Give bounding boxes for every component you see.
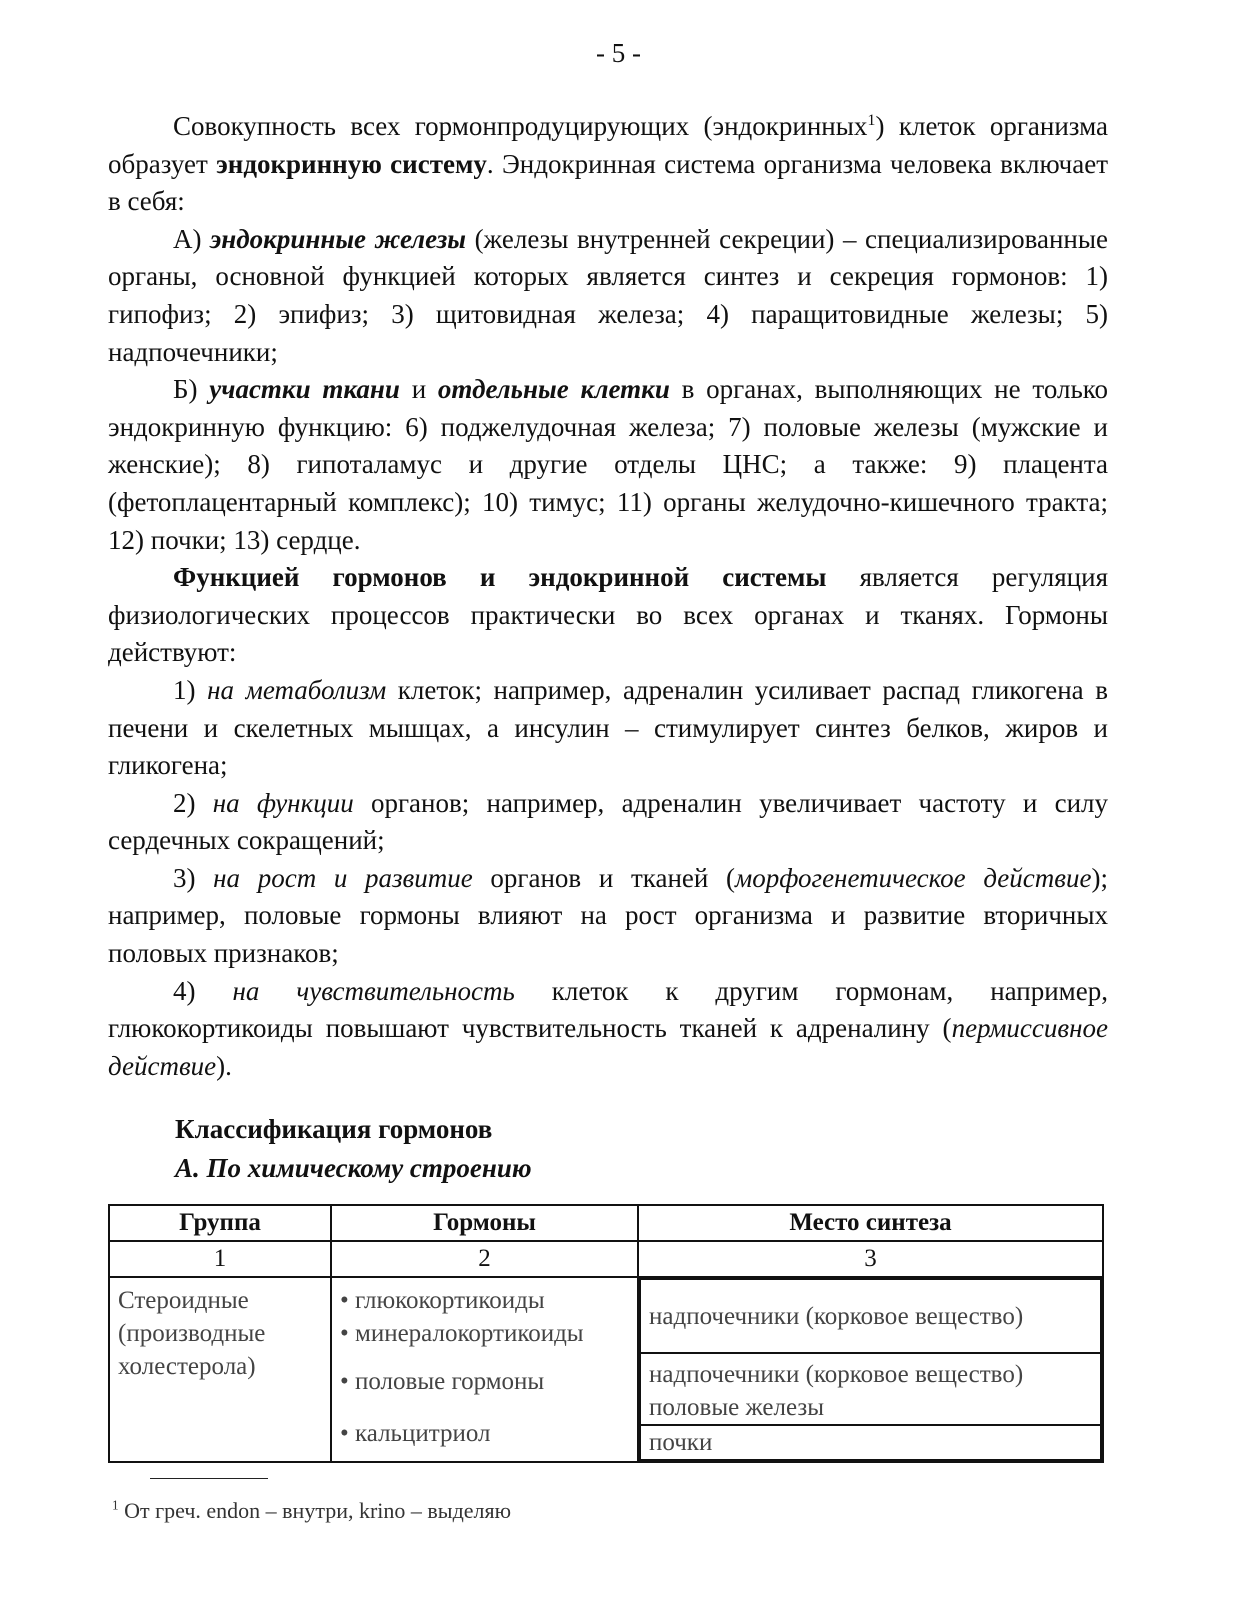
table-number-row: 1 2 3 [109,1241,1103,1277]
footnote-ref: 1 [867,111,876,129]
header-hormones: Гормоны [331,1205,638,1241]
list-item-growth: 3) на рост и развитие органов и тканей (морфогенетическое действие); например, половые гормоны влияют на рост организма и развитие вторичных половых признаков; [108,862,1108,969]
list-item-functions: 2) на функции органов; например, адреналин увеличивает частоту и силу сердечных сокращений; [108,787,1108,856]
list-item-sensitivity: 4) на чувствительность клеток к другим гормонам, например, глюкокортикоиды повышают чувствительность тканей к адреналину (пермиссивное действие). [108,975,1108,1081]
section-heading: Классификация гормонов [175,1114,493,1144]
cell-hormones: • глюкокортикоиды • минералокортикоиды • половые гормоны • кальцитриол [331,1277,638,1462]
section-subheading: А. По химическому строению [175,1153,532,1183]
table-header-row [109,1205,1103,1241]
footnote: $^1$ От греч. endon – внутри, krino – выделяю [112,1497,512,1523]
footnote-divider [150,1478,268,1479]
paragraph-endocrine-glands: А) эндокринные железы (железы внутренней секреции) – специализированные органы, основной функцией которых является синтез и секреция гормонов: 1) гипофиз; 2) эпифиз; 3) щитовидная железа; 4) паращитовидные железы; 5) надпочечники; [108,223,1108,367]
paragraph-endocrine-system: Совокупность всех гормонпродуцирующих (эндокринных$^1$) клеток организма образует эндокринную систему. Эндокринная система организма человека включает в себя: [108,111,1109,217]
cell-sites: надпочечники (корковое вещество) надпочечники (корковое вещество) половые железы почки [638,1277,1103,1462]
paragraph-tissue-areas: Б) участки ткани и отдельные клетки в органах, выполняющих не только эндокринную функцию: 6) поджелудочная железа; 7) половые железы (мужские и женские); 8) гипоталамус и другие отделы ЦНС; а также: 9) плацента (фетоплацентарный комплекс); 10) тимус; 11) органы желудочно-кишечного тракта; 12) почки; 13) сердце. [108,374,1109,555]
list-item-metabolism: 1) на метаболизм клеток; например, адреналин усиливает распад гликогена в печени и скелетных мышцах, а инсулин – стимулирует синтез белков, жиров и гликогена; [108,674,1108,781]
table-row [109,1277,1103,1462]
classification-table [108,1204,1104,1463]
header-group: Группа [109,1205,331,1241]
header-site: Место синтеза [638,1205,1103,1241]
page-number: - 5 - [596,38,641,68]
paragraph-hormone-functions: Функцией гормонов и эндокринной системы является регуляция физиологических процессов практически во всех органах и тканях. Гормоны действуют: [108,562,1108,668]
body-text [108,108,1108,1085]
cell-group: Стероидные (производные холестерола) [109,1277,331,1462]
